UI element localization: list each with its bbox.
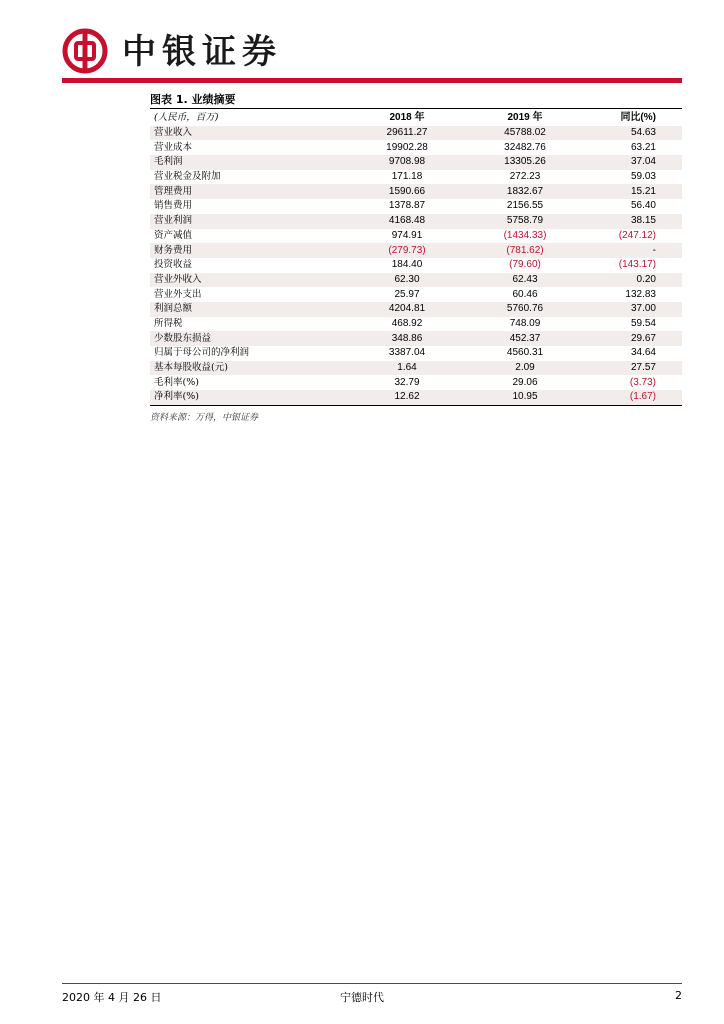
table-row [150, 170, 682, 185]
value-2018: 12.62 [348, 390, 466, 405]
table-row [150, 273, 682, 288]
row-label: 营业收入 [150, 126, 348, 141]
row-label: 利润总额 [150, 302, 348, 317]
table-row [150, 390, 682, 405]
value-2019: 2.09 [466, 361, 584, 376]
value-yoy: 59.03 [630, 171, 656, 183]
value-2019: 29.06 [512, 376, 538, 388]
value-2019: 5758.79 [466, 214, 584, 229]
row-label: 毛利润 [150, 155, 348, 170]
table-row [150, 140, 682, 155]
value-yoy: 59.54 [630, 317, 656, 329]
value-2019: 62.43 [466, 273, 584, 288]
table-row [150, 155, 682, 170]
caption-rule [150, 108, 682, 109]
performance-summary-table [150, 111, 682, 405]
row-label: 营业成本 [154, 141, 193, 153]
value-yoy: (3.73) [629, 376, 656, 388]
value-2019: 452.37 [466, 331, 584, 346]
table-row [150, 126, 682, 141]
row-label: 资产减值 [154, 229, 193, 241]
value-2018: 4204.81 [348, 302, 466, 317]
value-yoy: 27.57 [584, 361, 682, 376]
table-row [150, 331, 682, 346]
table-row [150, 184, 682, 199]
table-row [150, 317, 682, 332]
value-2018: 171.18 [391, 171, 423, 183]
value-2019: (781.62) [466, 243, 584, 258]
table-row [150, 229, 682, 244]
value-yoy: - [584, 243, 682, 258]
table-row [150, 243, 682, 258]
row-label: 归属于母公司的净利润 [154, 347, 250, 359]
value-yoy: 0.20 [584, 273, 682, 288]
page-number: 2 [675, 989, 682, 1002]
row-label: 营业外支出 [154, 288, 202, 300]
value-2018: (279.73) [348, 243, 466, 258]
table-row [150, 346, 682, 361]
value-2019: 60.46 [512, 288, 538, 300]
brand-name: 中银证券 [122, 32, 282, 72]
row-label: 营业外收入 [150, 273, 348, 288]
table-row [150, 199, 682, 214]
value-2019: 45788.02 [466, 126, 584, 141]
table-row [150, 361, 682, 376]
row-label: 销售费用 [154, 200, 193, 212]
footer-date: 2020 年 4 月 26 日 [62, 991, 162, 1004]
value-yoy: 56.40 [630, 200, 656, 212]
value-yoy: 34.64 [630, 347, 656, 359]
value-2018: 1378.87 [388, 200, 426, 212]
value-2018: 348.86 [348, 331, 466, 346]
value-2018: 19902.28 [386, 141, 428, 153]
value-2019: 2156.55 [506, 200, 544, 212]
data-source-note: 资料来源：万得，中银证券 [150, 413, 259, 423]
footer-company: 宁德时代 [340, 991, 384, 1004]
column-header-2019: 2019 年 [507, 112, 543, 124]
row-label: 管理费用 [150, 184, 348, 199]
value-yoy: 37.00 [584, 302, 682, 317]
value-yoy: (247.12) [618, 229, 656, 241]
value-yoy: 63.21 [630, 141, 656, 153]
header-rule [62, 78, 682, 83]
value-yoy: (143.17) [618, 259, 656, 271]
value-2018: 9708.98 [348, 155, 466, 170]
value-yoy: 132.83 [625, 288, 656, 300]
page-header [62, 28, 682, 74]
row-label: 财务费用 [150, 243, 348, 258]
value-2019: 10.95 [466, 390, 584, 405]
value-2019: 32482.76 [504, 141, 546, 153]
value-yoy: 37.04 [584, 155, 682, 170]
value-yoy: (1.67) [584, 390, 682, 405]
column-header-unit: (人民币，百万) [154, 112, 219, 124]
column-header-2018: 2018 年 [389, 112, 425, 124]
bank-of-china-logo-icon [62, 28, 108, 74]
row-label: 少数股东损益 [150, 331, 348, 346]
value-2018: 1.64 [348, 361, 466, 376]
row-label: 所得税 [154, 317, 183, 329]
row-label: 营业利润 [150, 214, 348, 229]
table-header-row [150, 111, 682, 126]
table-row [150, 258, 682, 273]
value-2018: 4168.48 [348, 214, 466, 229]
row-label: 净利率(%) [150, 390, 348, 405]
table-bottom-rule [150, 405, 682, 406]
value-2018: 25.97 [394, 288, 420, 300]
row-label: 基本每股收益(元) [150, 361, 348, 376]
row-label: 毛利率(%) [154, 376, 199, 388]
value-2018: 974.91 [391, 229, 423, 241]
value-2018: 468.92 [391, 317, 423, 329]
table-row [150, 287, 682, 302]
value-2019: 5760.76 [466, 302, 584, 317]
row-label: 营业税金及附加 [154, 171, 221, 183]
figure-caption: 图表 1. 业绩摘要 [150, 93, 236, 106]
value-2019: 1832.67 [466, 184, 584, 199]
value-2018: 3387.04 [388, 347, 426, 359]
value-2019: (1434.33) [503, 229, 547, 241]
table-row [150, 214, 682, 229]
column-header-yoy: 同比(%) [620, 112, 656, 124]
value-2019: 272.23 [509, 171, 541, 183]
value-yoy: 54.63 [584, 126, 682, 141]
value-2018: 29611.27 [348, 126, 466, 141]
value-2018: 184.40 [391, 259, 423, 271]
value-yoy: 38.15 [584, 214, 682, 229]
value-2019: (79.60) [509, 259, 541, 271]
row-label: 投资收益 [154, 259, 193, 271]
value-2019: 13305.26 [466, 155, 584, 170]
table-row [150, 302, 682, 317]
value-2018: 32.79 [394, 376, 420, 388]
value-2018: 62.30 [348, 273, 466, 288]
value-yoy: 15.21 [584, 184, 682, 199]
value-2019: 748.09 [509, 317, 541, 329]
value-yoy: 29.67 [584, 331, 682, 346]
value-2018: 1590.66 [348, 184, 466, 199]
value-2019: 4560.31 [506, 347, 544, 359]
footer-rule [62, 983, 682, 984]
table-row [150, 375, 682, 390]
